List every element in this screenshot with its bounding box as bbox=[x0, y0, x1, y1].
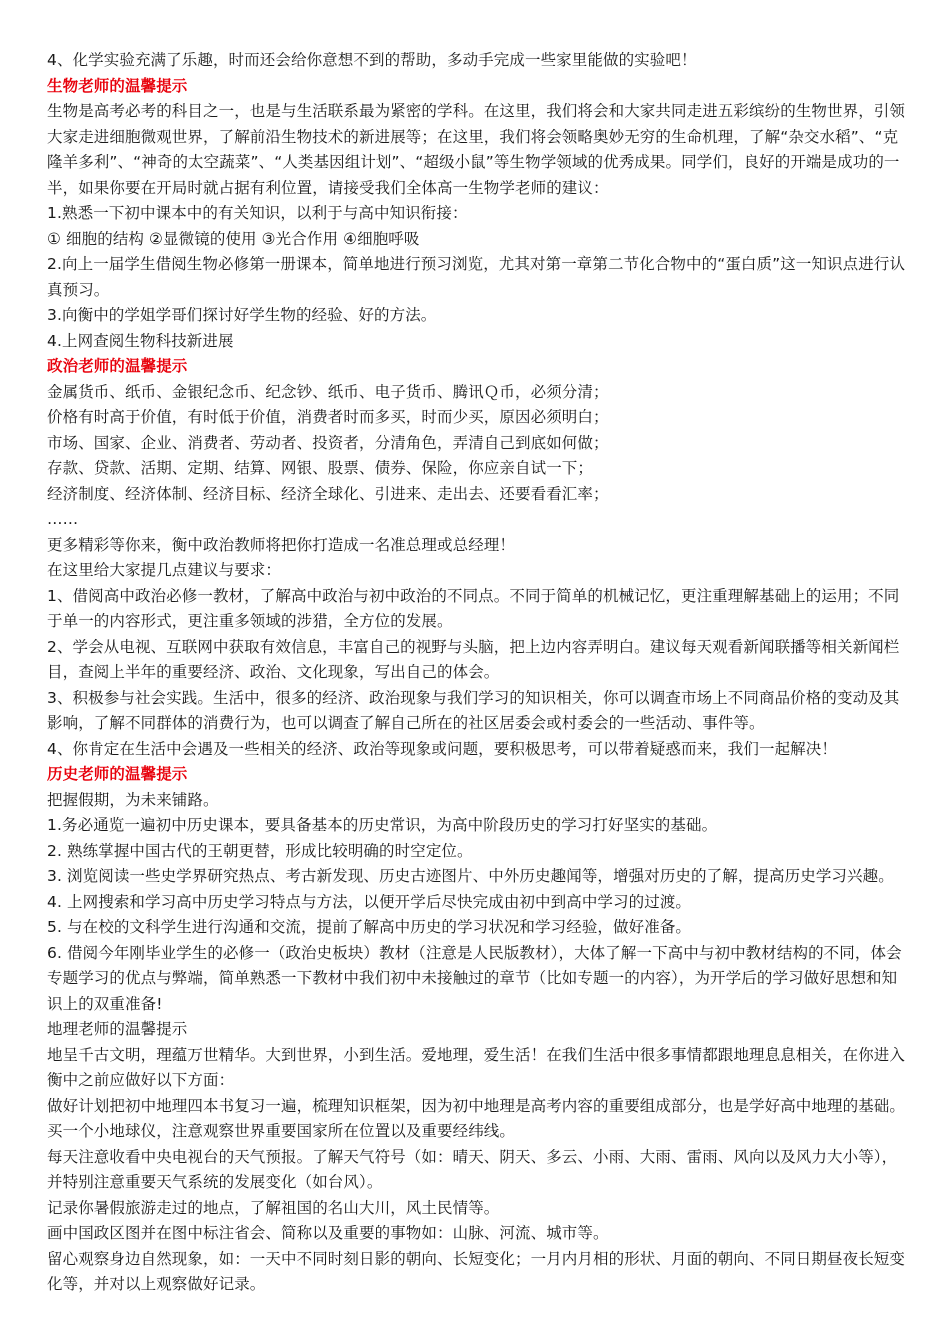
paragraph: 画中国政区图并在图中标注省会、简称以及重要的事物如：山脉、河流、城市等。 bbox=[47, 1224, 609, 1242]
paragraph: 每天注意收看中央电视台的天气预报。了解天气符号（如：晴天、阴天、多云、小雨、大雨、雷雨、风向以及风力大小等），并特别注意重要天气系统的发展变化（如台风）。 bbox=[47, 1147, 898, 1191]
paragraph: 4、化学实验充满了乐趣，时而还会给你意想不到的帮助，多动手完成一些家里能做的实验吧！ bbox=[47, 51, 697, 69]
paragraph: 把握假期，为未来铺路。 bbox=[47, 790, 219, 809]
paragraph: 存款、贷款、活期、定期、结算、网银、股票、债券、保险，你应亲自试一下； bbox=[47, 459, 594, 477]
document-body bbox=[47, 48, 909, 1298]
paragraph: 买一个小地球仪，注意观察世界重要国家所在位置以及重要经纬线。 bbox=[47, 1122, 516, 1140]
paragraph: 1、借阅高中政治必修一教材，了解高中政治与初中政治的不同点。不同于简单的机械记忆，更注重理解基础上的运用；不同于单一的内容形式，更注重多领域的涉猎，全方位的发展。 bbox=[47, 586, 900, 630]
paragraph: 2.向上一届学生借阅生物必修第一册课本，简单地进行预习浏览，尤其对第一章第二节化合物中的“蛋白质”这一知识点进行认真预习。 bbox=[47, 255, 906, 299]
paragraph: 6. 借阅今年刚毕业学生的必修一（政治史板块）教材（注意是人民版教材），大体了解一下高中与初中教材结构的不同，体会专题学习的优点与弊端，简单熟悉一下教材中我们初中未接触过的章节（比如专题一的内容），为开学后的学习做好思想和知识上的双重准备! bbox=[47, 943, 902, 1013]
paragraph: 金属货币、纸币、金银纪念币、纪念钞、纸币、电子货币、腾讯Ｑ币，必须分清； bbox=[47, 382, 609, 401]
paragraph: 1.熟悉一下初中课本中的有关知识，以利于与高中知识衔接： bbox=[47, 204, 468, 222]
paragraph: 经济制度、经济体制、经济目标、经济全球化、引进来、走出去、还要看看汇率； bbox=[47, 484, 609, 503]
paragraph: 3.向衡中的学姐学哥们探讨好学生物的经验、好的方法。 bbox=[47, 306, 437, 324]
paragraph: 生物是高考必考的科目之一，也是与生活联系最为紧密的学科。在这里，我们将会和大家共同走进五彩缤纷的生物世界，引领大家走进细胞微观世界，了解前沿生物技术的新进展等；在这里，我们将会领略奥妙无穷的生命机理，了解“杂交水稻”、“克隆羊多利”、“神奇的太空蔬菜”、“人类基因组计划”、“超级小鼠”等生物学领域的优秀成果。同学们，良好的开端是成功的一半，如果你要在开局时就占据有利位置，请接受我们全体高一生物学老师的建议： bbox=[47, 102, 906, 197]
section-heading: 历史老师的温馨提示 bbox=[47, 765, 188, 783]
paragraph: 留心观察身边自然现象，如：一天中不同时刻日影的朝向、长短变化；一月内月相的形状、月面的朝向、不同日期昼夜长短变化等，并对以上观察做好记录。 bbox=[47, 1249, 906, 1293]
paragraph: 2. 熟练掌握中国古代的王朝更替，形成比较明确的时空定位。 bbox=[47, 841, 473, 860]
paragraph: 5. 与在校的文科学生进行沟通和交流，提前了解高中历史的学习状况和学习经验，做好准备。 bbox=[47, 918, 692, 936]
paragraph: 4.上网查阅生物科技新进展 bbox=[47, 331, 234, 350]
paragraph: 在这里给大家提几点建议与要求： bbox=[47, 561, 282, 579]
paragraph: 记录你暑假旅游走过的地点，了解祖国的名山大川，风土民情等。 bbox=[47, 1198, 500, 1217]
paragraph: 地理老师的温馨提示 bbox=[47, 1020, 188, 1038]
paragraph: 4、你肯定在生活中会遇及一些相关的经济、政治等现象或问题，要积极思考，可以带着疑惑而来，我们一起解决！ bbox=[47, 739, 837, 758]
paragraph: ① 细胞的结构 ②显微镜的使用 ③光合作用 ④细胞呼吸 bbox=[47, 229, 420, 248]
paragraph: 更多精彩等你来，衡中政治教师将把你打造成一名准总理或总经理！ bbox=[47, 535, 516, 554]
paragraph: 3. 浏览阅读一些史学界研究热点、考古新发现、历史古迹图片、中外历史趣闻等，增强对历史的了解，提高历史学习兴趣。 bbox=[47, 867, 894, 885]
paragraph: 市场、国家、企业、消费者、劳动者、投资者，分清角色，弄清自己到底如何做； bbox=[47, 433, 609, 452]
section-heading: 生物老师的温馨提示 bbox=[47, 76, 188, 95]
paragraph: …… bbox=[47, 510, 79, 528]
paragraph: 3、积极参与社会实践。生活中，很多的经济、政治现象与我们学习的知识相关，你可以调查市场上不同商品价格的变动及其影响，了解不同群体的消费行为，也可以调查了解自己所在的社区居委会或村委会的一些活动、事件等。 bbox=[47, 688, 900, 732]
paragraph: 做好计划把初中地理四本书复习一遍，梳理知识框架，因为初中地理是高考内容的重要组成部分，也是学好高中地理的基础。 bbox=[47, 1096, 906, 1115]
paragraph: 2、学会从电视、互联网中获取有效信息，丰富自己的视野与头脑，把上边内容弄明白。建议每天观看新闻联播等相关新闻栏目，查阅上半年的重要经济、政治、文化现象，写出自己的体会。 bbox=[47, 637, 900, 681]
paragraph: 地呈千古文明，理蕴万世精华。大到世界，小到生活。爱地理，爱生活！在我们生活中很多事情都跟地理息息相关，在你进入衡中之前应做好以下方面： bbox=[47, 1045, 906, 1089]
paragraph: 1.务必通览一遍初中历史课本，要具备基本的历史常识，为高中阶段历史的学习打好坚实的基础。 bbox=[47, 816, 718, 834]
paragraph: 价格有时高于价值，有时低于价值，消费者时而多买，时而少买，原因必须明白； bbox=[47, 408, 609, 426]
section-heading: 政治老师的温馨提示 bbox=[47, 357, 188, 375]
paragraph: 4. 上网搜索和学习高中历史学习特点与方法，以便开学后尽快完成由初中到高中学习的过渡。 bbox=[47, 892, 692, 911]
